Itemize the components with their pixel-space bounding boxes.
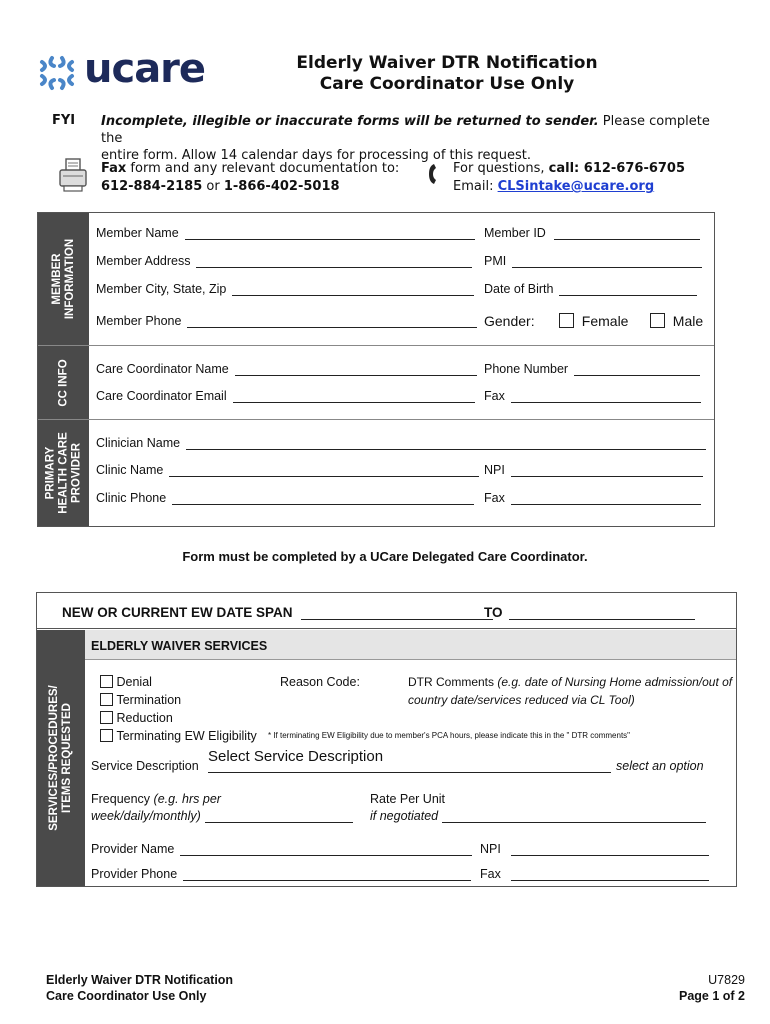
ew-to-field[interactable]: TO	[484, 605, 695, 620]
gender-male-option[interactable]: Male	[650, 313, 703, 329]
member-name-field[interactable]: Member Name	[96, 226, 475, 240]
logo-wordmark: ucare	[84, 46, 206, 92]
cc-email-field[interactable]: Care Coordinator Email	[96, 389, 475, 403]
rate-label: Rate Per Unit	[370, 792, 446, 806]
form-code: U7829	[708, 973, 745, 987]
provider-name-field[interactable]: Provider Name	[91, 842, 472, 856]
frequency-field[interactable]: week/daily/monthly)	[91, 809, 353, 823]
female-checkbox[interactable]	[559, 313, 574, 328]
fyi-label: FYI	[52, 113, 76, 128]
option-termination[interactable]: Termination	[100, 693, 181, 707]
terminating-note: * If terminating EW Eligibility due to member's PCA hours, please indicate this in the " DTR comments"	[268, 731, 631, 740]
services-side-label: SERVICES/PROCEDURES/ ITEMS REQUESTED	[48, 685, 73, 831]
frequency-label: Frequency (e.g. hrs per	[91, 792, 221, 806]
ew-date-span-field[interactable]: NEW OR CURRENT EW DATE SPAN	[62, 605, 493, 620]
fyi-instructions-b: entire form. Allow 14 calendar days for processing of this request.	[101, 148, 531, 163]
fax-machine-icon	[58, 158, 88, 192]
form-title: Elderly Waiver DTR Notification	[296, 53, 598, 73]
member-info-label: MEMBER INFORMATION	[50, 238, 76, 320]
footer-title: Elderly Waiver DTR Notification	[46, 973, 234, 987]
phone-icon	[428, 162, 444, 186]
footer-left	[46, 972, 233, 1004]
provider-npi-field[interactable]: NPI	[480, 842, 709, 856]
fax-or: or	[206, 179, 220, 194]
option-denial[interactable]: Denial	[100, 675, 152, 689]
footer-subtitle: Care Coordinator Use Only	[46, 989, 207, 1003]
gender-female-option[interactable]: Female	[559, 313, 628, 329]
cc-name-field[interactable]: Care Coordinator Name	[96, 362, 477, 376]
clinic-fax-field[interactable]: Fax	[484, 491, 701, 505]
reduction-checkbox[interactable]	[100, 711, 113, 724]
termination-checkbox[interactable]	[100, 693, 113, 706]
fax-word: Fax	[101, 161, 127, 176]
dtr-comments-label: DTR Comments (e.g. date of Nursing Home admission/out of	[408, 675, 733, 689]
fyi-text	[101, 113, 726, 164]
denial-checkbox[interactable]	[100, 675, 113, 688]
cc-phone-field[interactable]: Phone Number	[484, 362, 700, 376]
service-description-label: Service Description	[91, 759, 199, 773]
divider	[38, 419, 714, 420]
member-address-field[interactable]: Member Address	[96, 254, 472, 268]
cc-fax-field[interactable]: Fax	[484, 389, 701, 403]
clinic-phone-field[interactable]: Clinic Phone	[96, 491, 474, 505]
contact-block	[453, 160, 685, 196]
fyi-warning: Incomplete, illegible or inaccurate forms will be returned to sender.	[101, 114, 599, 129]
footer-right	[600, 972, 745, 1004]
gender-label: Gender:	[484, 313, 535, 329]
fax-instructions	[101, 160, 399, 196]
email-label: Email:	[453, 179, 494, 194]
ew-services-header	[85, 630, 736, 660]
member-info-side	[38, 213, 89, 345]
services-side	[37, 630, 85, 886]
service-description-select[interactable]: Select Service Description	[208, 748, 384, 765]
fax-rest: form and any relevant documentation to:	[130, 161, 400, 176]
cc-info-label: CC INFO	[57, 358, 69, 407]
form-subtitle: Care Coordinator Use Only	[319, 74, 575, 94]
ew-services-title: ELDERLY WAIVER SERVICES	[91, 639, 268, 653]
clinician-name-field[interactable]: Clinician Name	[96, 436, 706, 450]
clinic-npi-field[interactable]: NPI	[484, 463, 703, 477]
member-id-field[interactable]: Member ID	[484, 226, 700, 240]
rate-field[interactable]: if negotiated	[370, 809, 706, 823]
fax-number-1: 612-884-2185	[101, 179, 203, 194]
divider	[38, 345, 714, 346]
member-city-field[interactable]: Member City, State, Zip	[96, 282, 474, 296]
fax-number-2: 1-866-402-5018	[223, 179, 340, 194]
male-checkbox[interactable]	[650, 313, 665, 328]
select-hint: select an option	[616, 759, 704, 773]
provider-label: PRIMARY HEALTH CARE PROVIDER	[44, 432, 82, 514]
email-link[interactable]: CLSintake@ucare.org	[497, 179, 655, 194]
fyi-instructions-a: Please complete the	[101, 114, 710, 146]
clinic-name-field[interactable]: Clinic Name	[96, 463, 479, 477]
option-terminating-ew[interactable]: Terminating EW Eligibility	[100, 729, 257, 743]
terminating-ew-checkbox[interactable]	[100, 729, 113, 742]
questions-prefix: For questions,	[453, 161, 545, 176]
page-number: Page 1 of 2	[679, 989, 745, 1003]
cc-info-side	[38, 346, 89, 419]
ucare-mark-icon	[36, 52, 80, 94]
reason-code-label: Reason Code:	[280, 675, 360, 689]
option-reduction[interactable]: Reduction	[100, 711, 173, 725]
dob-field[interactable]: Date of Birth	[484, 282, 697, 296]
dtr-comments-hint: country date/services reduced via CL Tool)	[408, 693, 635, 707]
ucare-logo	[36, 46, 226, 94]
pmi-field[interactable]: PMI	[484, 254, 702, 268]
provider-fax-field[interactable]: Fax	[480, 867, 709, 881]
provider-side	[38, 420, 89, 526]
provider-phone-field[interactable]: Provider Phone	[91, 867, 471, 881]
member-phone-field[interactable]: Member Phone	[96, 314, 477, 328]
delegated-cc-notice: Form must be completed by a UCare Delegated Care Coordinator.	[182, 549, 588, 564]
service-description-line	[208, 772, 611, 773]
call-number: call: 612-676-6705	[548, 161, 686, 176]
